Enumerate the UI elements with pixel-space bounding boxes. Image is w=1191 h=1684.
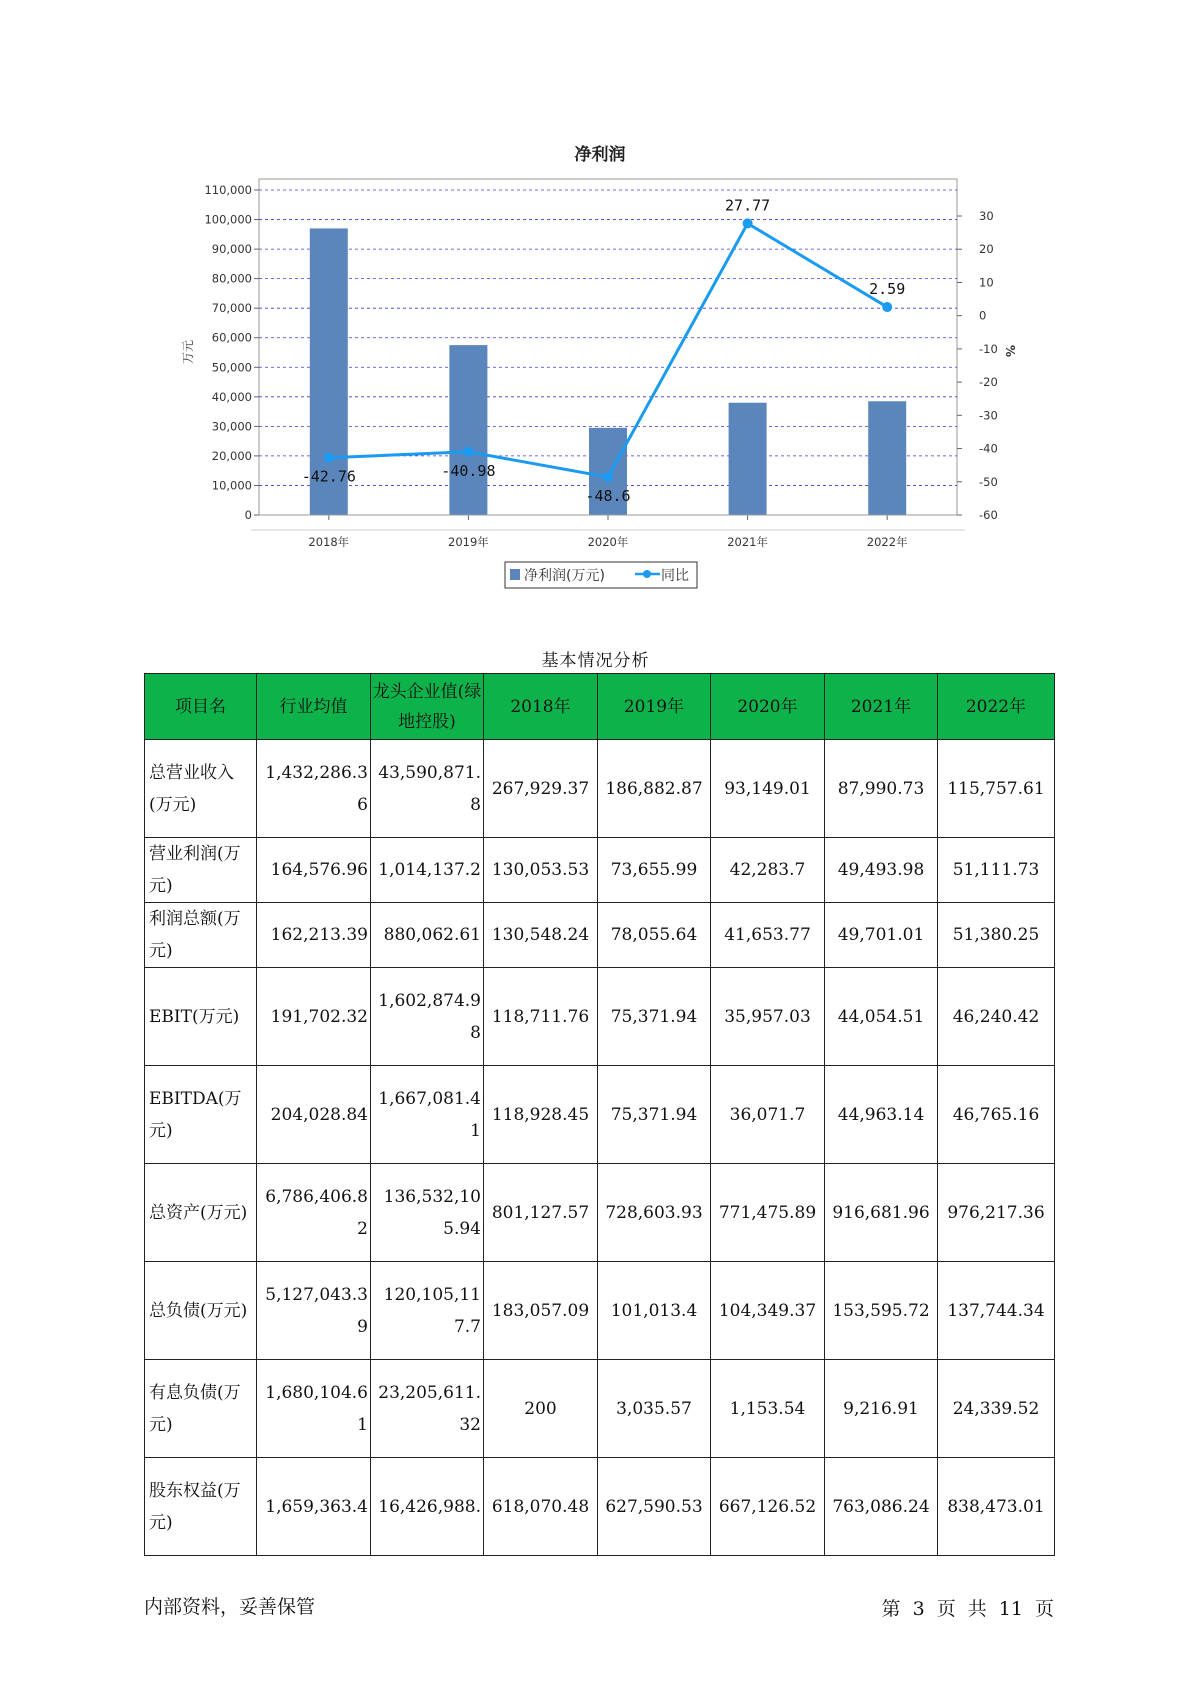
year-value-cell: 49,701.01	[825, 903, 938, 968]
benchmark-cell: 1,602,874.98	[371, 968, 484, 1066]
y-tick-label-right: -10	[979, 341, 998, 356]
benchmark-cell: 16,426,988.	[371, 1458, 484, 1556]
line-point	[743, 218, 753, 228]
benchmark-cell: 23,205,611.32	[371, 1360, 484, 1458]
benchmark-cell: 1,432,286.36	[257, 740, 371, 838]
year-value-cell: 137,744.34	[938, 1262, 1055, 1360]
line-point	[882, 302, 892, 312]
year-value-cell: 3,035.57	[598, 1360, 711, 1458]
year-value-cell: 130,548.24	[484, 903, 598, 968]
year-value-cell: 49,493.98	[825, 838, 938, 903]
y-tick-label-right: 10	[979, 275, 994, 290]
year-value-cell: 87,990.73	[825, 740, 938, 838]
legend-bar-label: 净利润(万元)	[524, 568, 605, 584]
basic-analysis-table	[144, 673, 1055, 1556]
y-tick-label-right: -50	[979, 474, 998, 489]
table-header-row	[145, 674, 1055, 740]
year-value-cell: 36,071.7	[711, 1066, 825, 1164]
row-label-cell: 股东权益(万元)	[145, 1458, 257, 1556]
year-value-cell: 41,653.77	[711, 903, 825, 968]
benchmark-cell: 6,786,406.82	[257, 1164, 371, 1262]
year-value-cell: 118,711.76	[484, 968, 598, 1066]
benchmark-cell: 1,667,081.41	[371, 1066, 484, 1164]
benchmark-cell: 204,028.84	[257, 1066, 371, 1164]
year-value-cell: 667,126.52	[711, 1458, 825, 1556]
legend-bar-swatch	[510, 569, 520, 580]
year-value-cell: 44,054.51	[825, 968, 938, 1066]
year-value-cell: 118,928.45	[484, 1066, 598, 1164]
x-tick-label: 2018年	[308, 535, 350, 549]
bar	[729, 403, 767, 515]
benchmark-cell: 120,105,117.7	[371, 1262, 484, 1360]
row-label-cell: 营业利润(万元)	[145, 838, 257, 903]
y-tick-label-left: 40,000	[211, 389, 252, 404]
table-row	[145, 1164, 1055, 1262]
year-value-cell: 35,957.03	[711, 968, 825, 1066]
table-row	[145, 968, 1055, 1066]
chart-svg	[0, 0, 1191, 600]
table-row	[145, 1066, 1055, 1164]
x-tick-label: 2021年	[727, 535, 768, 549]
year-value-cell: 916,681.96	[825, 1164, 938, 1262]
table-row	[145, 838, 1055, 903]
benchmark-cell: 191,702.32	[257, 968, 371, 1066]
header-cell: 龙头企业值(绿地控股)	[371, 674, 484, 740]
legend-line-label: 同比	[661, 568, 689, 584]
header-cell: 2020年	[711, 674, 825, 740]
year-value-cell: 627,590.53	[598, 1458, 711, 1556]
year-value-cell: 78,055.64	[598, 903, 711, 968]
header-cell: 2022年	[938, 674, 1055, 740]
benchmark-cell: 1,659,363.4	[257, 1458, 371, 1556]
y-tick-label-left: 20,000	[211, 448, 252, 463]
header-cell: 2021年	[825, 674, 938, 740]
y-tick-label-left: 60,000	[211, 330, 252, 345]
table-caption: 基本情况分析	[541, 651, 650, 671]
line-point	[603, 472, 613, 482]
year-value-cell: 46,765.16	[938, 1066, 1055, 1164]
year-value-cell: 51,380.25	[938, 903, 1055, 968]
year-value-cell: 104,349.37	[711, 1262, 825, 1360]
year-value-cell: 93,149.01	[711, 740, 825, 838]
table-row	[145, 903, 1055, 968]
year-value-cell: 838,473.01	[938, 1458, 1055, 1556]
header-cell: 2018年	[484, 674, 598, 740]
year-value-cell: 24,339.52	[938, 1360, 1055, 1458]
point-data-label: 2.59	[869, 280, 906, 299]
year-value-cell: 801,127.57	[484, 1164, 598, 1262]
header-cell: 项目名	[145, 674, 257, 740]
year-value-cell: 44,963.14	[825, 1066, 938, 1164]
y-axis-label-left: 万元	[181, 339, 195, 365]
y-tick-label-left: 100,000	[204, 212, 252, 227]
line-point	[324, 453, 334, 463]
year-value-cell: 618,070.48	[484, 1458, 598, 1556]
row-label-cell: 总负债(万元)	[145, 1262, 257, 1360]
year-value-cell: 1,153.54	[711, 1360, 825, 1458]
y-tick-label-right: -20	[979, 375, 998, 390]
y-tick-label-left: 110,000	[204, 183, 252, 197]
benchmark-cell: 1,680,104.61	[257, 1360, 371, 1458]
year-value-cell: 183,057.09	[484, 1262, 598, 1360]
y-tick-label-right: -40	[979, 441, 998, 456]
bar	[868, 401, 906, 515]
y-tick-label-right: 30	[979, 209, 994, 223]
year-value-cell: 46,240.42	[938, 968, 1055, 1066]
benchmark-cell: 43,590,871.8	[371, 740, 484, 838]
row-label-cell: 利润总额(万元)	[145, 903, 257, 968]
year-value-cell: 9,216.91	[825, 1360, 938, 1458]
y-tick-label-left: 90,000	[211, 242, 252, 257]
legend-line-marker	[643, 570, 651, 578]
y-tick-label-right: 0	[979, 308, 987, 323]
x-tick-label: 2022年	[866, 535, 908, 549]
y-axis-label-right: %	[1003, 344, 1017, 358]
point-data-label: -42.76	[301, 467, 356, 486]
benchmark-cell: 5,127,043.39	[257, 1262, 371, 1360]
year-value-cell: 267,929.37	[484, 740, 598, 838]
benchmark-cell: 880,062.61	[371, 903, 484, 968]
benchmark-cell: 1,014,137.2	[371, 838, 484, 903]
line-point	[463, 447, 473, 457]
table-row	[145, 1360, 1055, 1458]
x-tick-label: 2019年	[448, 535, 489, 549]
year-value-cell: 771,475.89	[711, 1164, 825, 1262]
footer-page-number: 第 3 页 共 11 页	[881, 1598, 1054, 1620]
bar	[449, 345, 487, 515]
chart-title: 净利润	[574, 145, 626, 165]
x-tick-label: 2020年	[587, 535, 629, 549]
row-label-cell: EBIT(万元)	[145, 968, 257, 1066]
net-profit-chart	[0, 0, 1191, 600]
year-value-cell: 200	[484, 1360, 598, 1458]
y-tick-label-left: 10,000	[211, 478, 252, 493]
year-value-cell: 763,086.24	[825, 1458, 938, 1556]
benchmark-cell: 136,532,105.94	[371, 1164, 484, 1262]
header-cell: 2019年	[598, 674, 711, 740]
table-row	[145, 1262, 1055, 1360]
year-value-cell: 976,217.36	[938, 1164, 1055, 1262]
y-tick-label-left: 50,000	[211, 360, 252, 375]
y-tick-label-right: -30	[979, 408, 998, 423]
table-row	[145, 1458, 1055, 1556]
year-value-cell: 73,655.99	[598, 838, 711, 903]
y-tick-label-left: 70,000	[211, 301, 252, 316]
bar-series	[310, 228, 906, 515]
year-value-cell: 101,013.4	[598, 1262, 711, 1360]
row-label-cell: 总资产(万元)	[145, 1164, 257, 1262]
point-data-label: -40.98	[441, 461, 496, 480]
row-label-cell: EBITDA(万元)	[145, 1066, 257, 1164]
chart-legend	[505, 562, 697, 588]
year-value-cell: 186,882.87	[598, 740, 711, 838]
benchmark-cell: 162,213.39	[257, 903, 371, 968]
year-value-cell: 75,371.94	[598, 1066, 711, 1164]
y-tick-label-left: 80,000	[211, 271, 252, 286]
y-tick-label-right: 20	[979, 242, 994, 257]
footer-confidential-note: 内部资料，妥善保管	[144, 1596, 316, 1618]
year-value-cell: 51,111.73	[938, 838, 1055, 903]
year-value-cell: 115,757.61	[938, 740, 1055, 838]
point-data-label: -48.6	[585, 487, 631, 506]
year-value-cell: 130,053.53	[484, 838, 598, 903]
row-label-cell: 有息负债(万元)	[145, 1360, 257, 1458]
year-value-cell: 42,283.7	[711, 838, 825, 903]
table-row	[145, 740, 1055, 838]
benchmark-cell: 164,576.96	[257, 838, 371, 903]
point-data-label: 27.77	[725, 196, 771, 215]
y-tick-label-left: 30,000	[211, 419, 252, 434]
year-value-cell: 75,371.94	[598, 968, 711, 1066]
year-value-cell: 153,595.72	[825, 1262, 938, 1360]
y-tick-label-right: -60	[979, 508, 998, 522]
row-label-cell: 总营业收入(万元)	[145, 740, 257, 838]
year-value-cell: 728,603.93	[598, 1164, 711, 1262]
y-tick-label-left: 0	[244, 508, 252, 522]
header-cell: 行业均值	[257, 674, 371, 740]
